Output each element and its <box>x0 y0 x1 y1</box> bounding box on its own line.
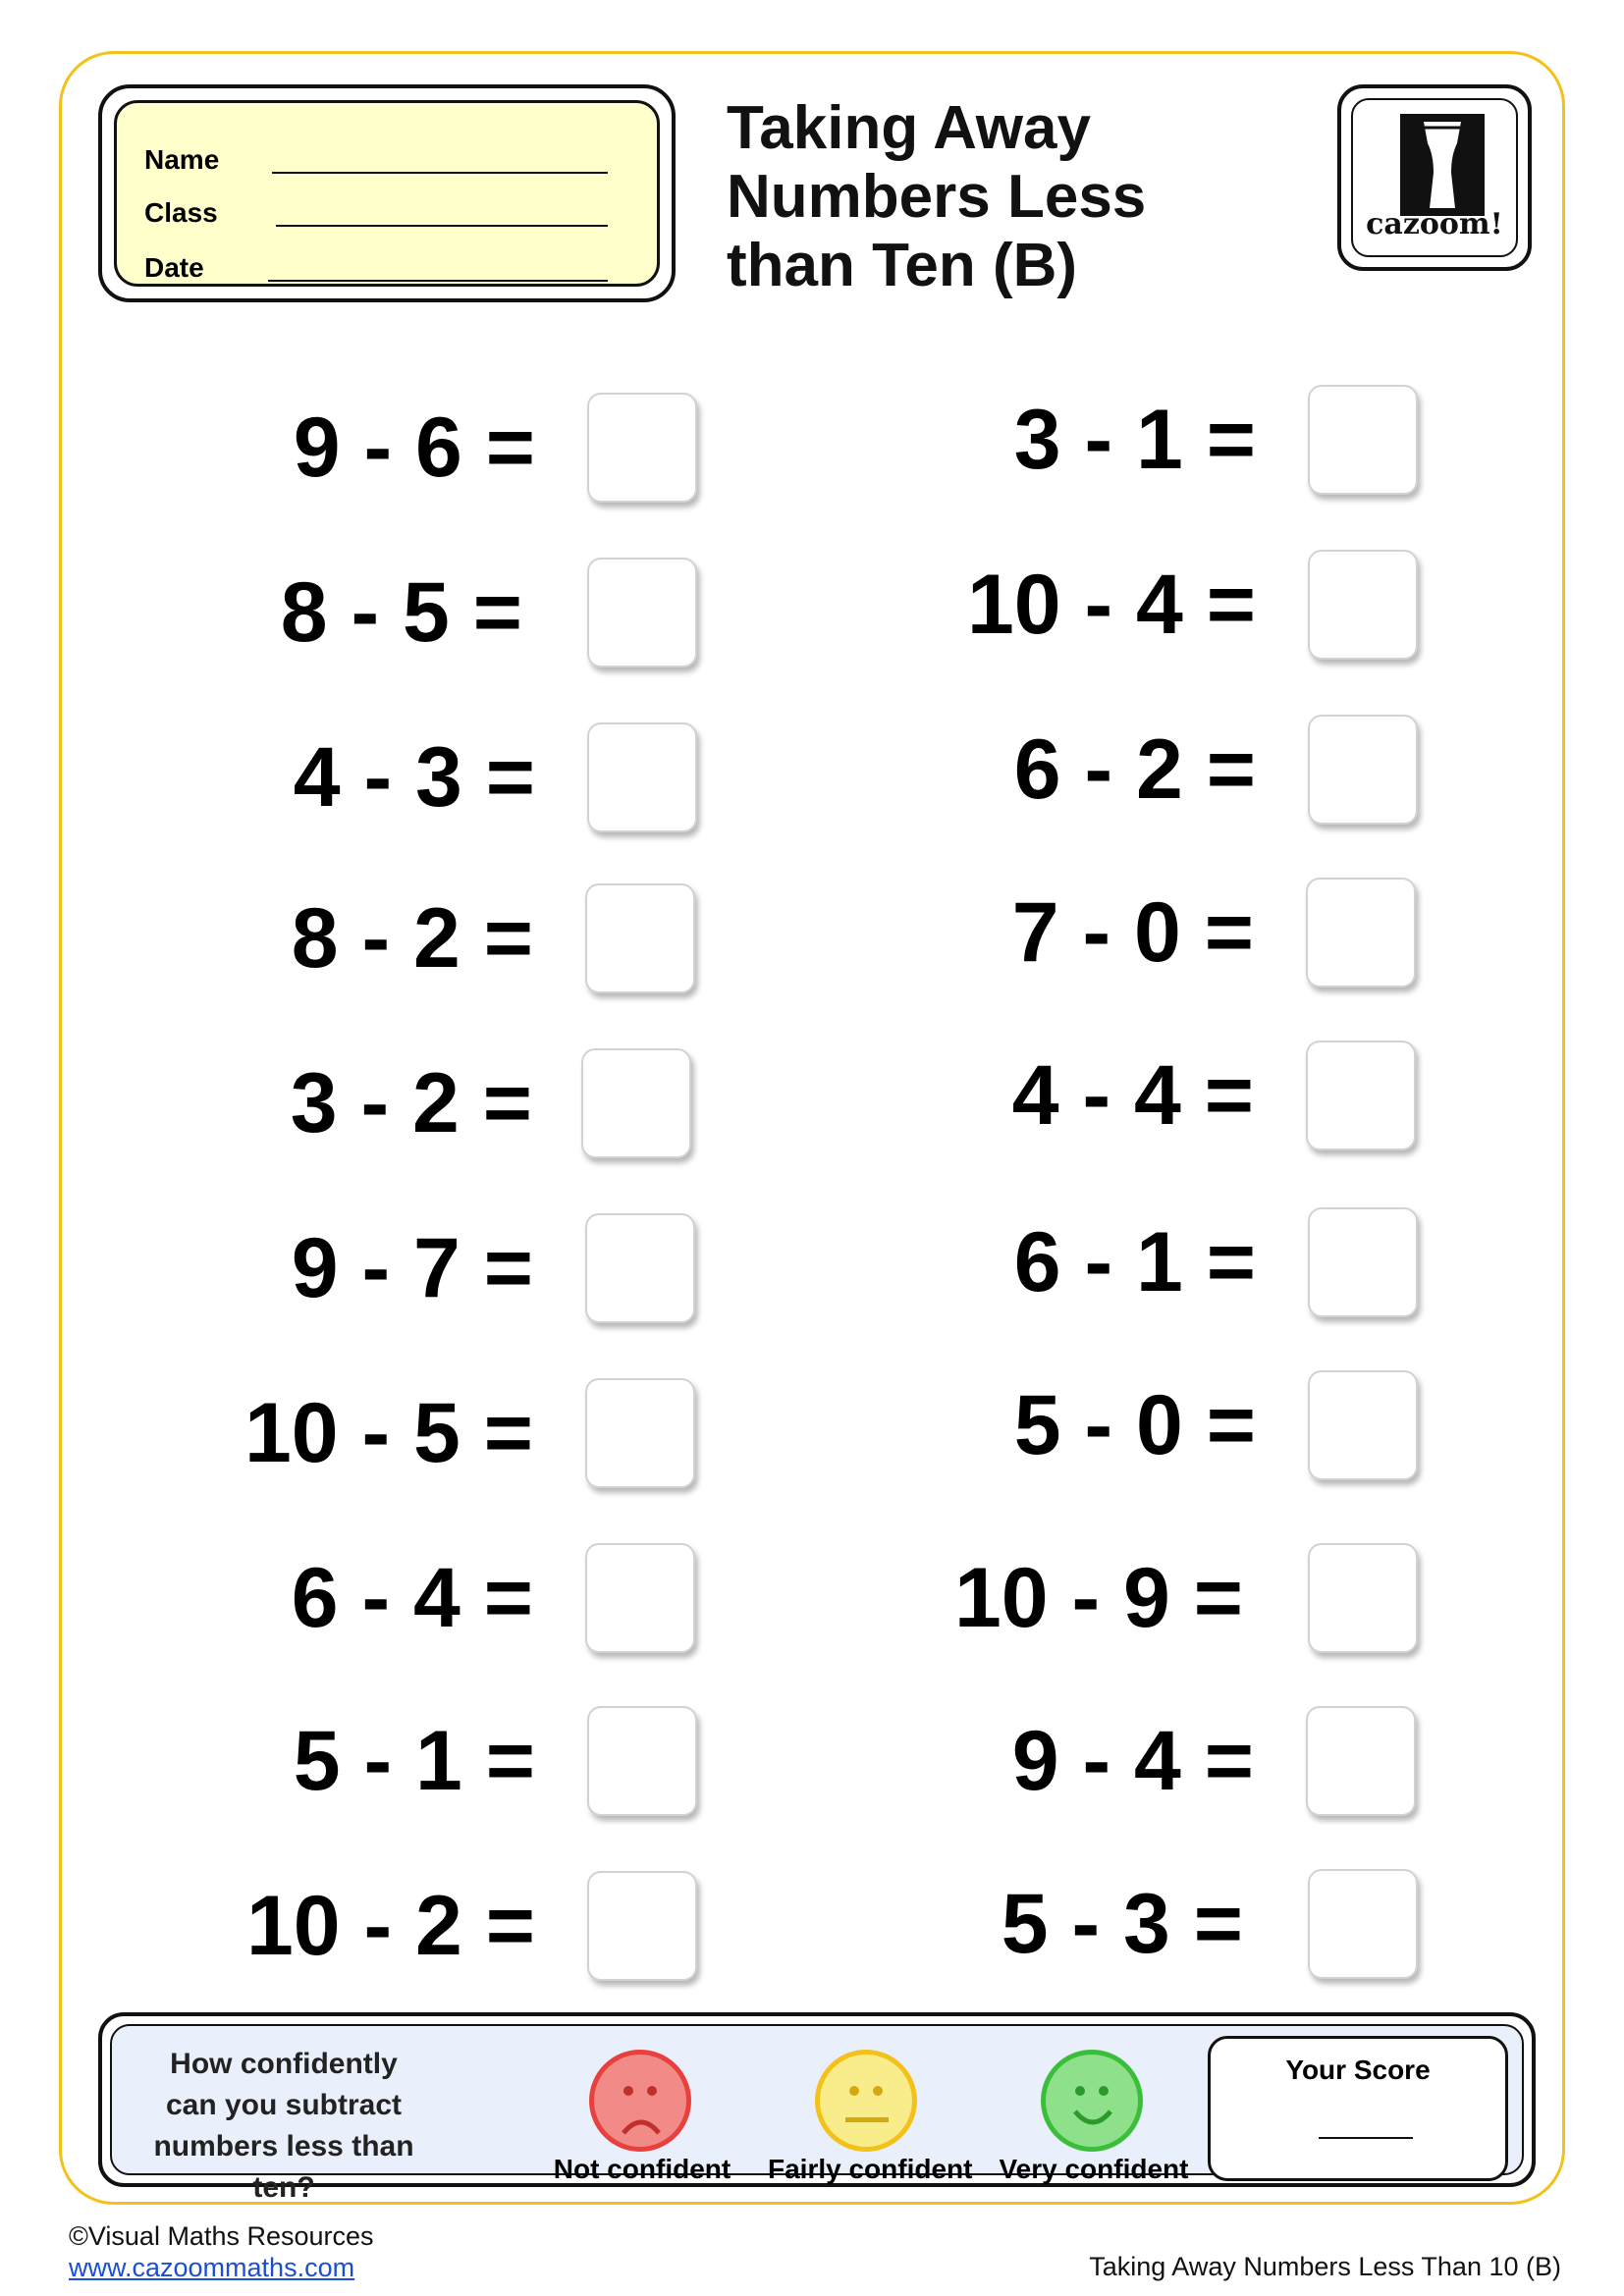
answer-box[interactable] <box>1308 715 1418 825</box>
answer-box[interactable] <box>1306 1706 1416 1816</box>
answer-box[interactable] <box>1308 1543 1418 1653</box>
problem-expression: 8 - 2 = <box>291 891 533 986</box>
answer-box[interactable] <box>1308 1207 1418 1317</box>
answer-box[interactable] <box>1308 385 1418 495</box>
answer-box[interactable] <box>1306 1041 1416 1150</box>
problem-expression: 6 - 4 = <box>291 1551 533 1645</box>
answer-box[interactable] <box>1308 550 1418 660</box>
answer-box[interactable] <box>1308 1370 1418 1480</box>
student-info-card <box>98 84 676 302</box>
problem-left-1 <box>187 389 697 507</box>
name-field[interactable] <box>144 140 608 180</box>
problem-right-9 <box>905 1702 1416 1820</box>
problem-expression: 3 - 2 = <box>290 1056 532 1150</box>
name-label: Name <box>144 144 220 175</box>
problem-expression: 10 - 4 = <box>966 558 1256 652</box>
problem-right-3 <box>907 711 1418 828</box>
problem-expression: 10 - 2 = <box>245 1879 535 1973</box>
problem-expression: 9 - 6 = <box>293 400 535 495</box>
answer-box[interactable] <box>581 1048 691 1158</box>
score-line[interactable] <box>1319 2137 1413 2139</box>
cazoom-logo <box>1337 84 1532 271</box>
problem-left-8 <box>185 1539 695 1657</box>
date-label: Date <box>144 252 204 283</box>
neutral-face-icon[interactable] <box>815 2050 917 2152</box>
date-line[interactable] <box>268 280 608 282</box>
worksheet-title <box>727 94 1257 300</box>
problem-left-9 <box>187 1702 697 1820</box>
problem-expression: 10 - 5 = <box>244 1386 533 1480</box>
problem-right-8 <box>907 1539 1418 1657</box>
confidence-question: How confidently can you subtract numbers less than ten? <box>153 2048 414 2204</box>
problem-left-4 <box>185 880 695 997</box>
problem-left-7 <box>185 1374 695 1492</box>
problem-expression: 6 - 2 = <box>1013 722 1256 817</box>
title-line-2: Numbers Less <box>727 163 1147 231</box>
problem-left-6 <box>185 1209 695 1327</box>
fairly-confident-label: Fairly confident <box>768 2154 973 2184</box>
problem-expression: 8 - 5 = <box>280 565 522 660</box>
sad-face-icon[interactable] <box>589 2050 691 2152</box>
problem-left-3 <box>187 719 697 836</box>
date-field[interactable] <box>144 248 608 288</box>
answer-box[interactable] <box>587 1706 697 1816</box>
problem-left-5 <box>181 1044 691 1162</box>
answer-box[interactable] <box>585 1543 695 1653</box>
problem-expression: 5 - 3 = <box>1001 1877 1243 1971</box>
problem-expression: 5 - 1 = <box>293 1714 535 1808</box>
not-confident-label: Not confident <box>553 2154 731 2184</box>
website-link[interactable]: www.cazoommaths.com <box>69 2253 355 2282</box>
answer-box[interactable] <box>587 558 697 667</box>
drum-icon <box>1400 114 1485 216</box>
problem-expression: 4 - 3 = <box>293 730 535 825</box>
problem-expression: 9 - 4 = <box>1011 1714 1254 1808</box>
problem-expression: 5 - 0 = <box>1013 1378 1256 1472</box>
problem-left-10 <box>187 1867 697 1985</box>
title-line-1: Taking Away <box>727 94 1091 162</box>
problem-right-10 <box>907 1865 1418 1983</box>
answer-box[interactable] <box>587 393 697 503</box>
happy-face-icon[interactable] <box>1041 2050 1143 2152</box>
score-box[interactable] <box>1208 2036 1508 2181</box>
class-field[interactable] <box>144 193 608 233</box>
title-line-3: than Ten (B) <box>727 232 1078 299</box>
problem-right-7 <box>907 1366 1418 1484</box>
problem-expression: 9 - 7 = <box>291 1221 533 1315</box>
footer-left <box>69 2220 374 2283</box>
logo-text: cazoom! <box>1366 207 1503 241</box>
answer-box[interactable] <box>585 1378 695 1488</box>
answer-box[interactable] <box>585 1213 695 1323</box>
very-confident-label: Very confident <box>999 2154 1189 2184</box>
problem-right-4 <box>905 874 1416 991</box>
class-label: Class <box>144 197 218 228</box>
problem-right-6 <box>907 1203 1418 1321</box>
problem-expression: 4 - 4 = <box>1011 1048 1254 1143</box>
confidence-panel <box>98 2012 1536 2204</box>
problem-expression: 7 - 0 = <box>1011 885 1254 980</box>
answer-box[interactable] <box>1308 1869 1418 1979</box>
answer-box[interactable] <box>1306 878 1416 988</box>
footer-doc-title: Taking Away Numbers Less Than 10 (B) <box>1089 2252 1561 2281</box>
problem-right-1 <box>907 381 1418 499</box>
copyright-text: ©Visual Maths Resources <box>69 2221 374 2251</box>
answer-box[interactable] <box>587 722 697 832</box>
answer-box[interactable] <box>585 883 695 993</box>
problem-expression: 3 - 1 = <box>1013 393 1256 487</box>
problem-right-2 <box>907 546 1418 664</box>
answer-box[interactable] <box>587 1871 697 1981</box>
problem-right-5 <box>905 1037 1416 1154</box>
problem-expression: 10 - 9 = <box>953 1551 1243 1645</box>
class-line[interactable] <box>276 225 608 227</box>
problem-left-2 <box>187 554 697 671</box>
score-label: Your Score <box>1285 2055 1431 2085</box>
name-line[interactable] <box>272 172 608 174</box>
problem-expression: 6 - 1 = <box>1013 1215 1256 1309</box>
